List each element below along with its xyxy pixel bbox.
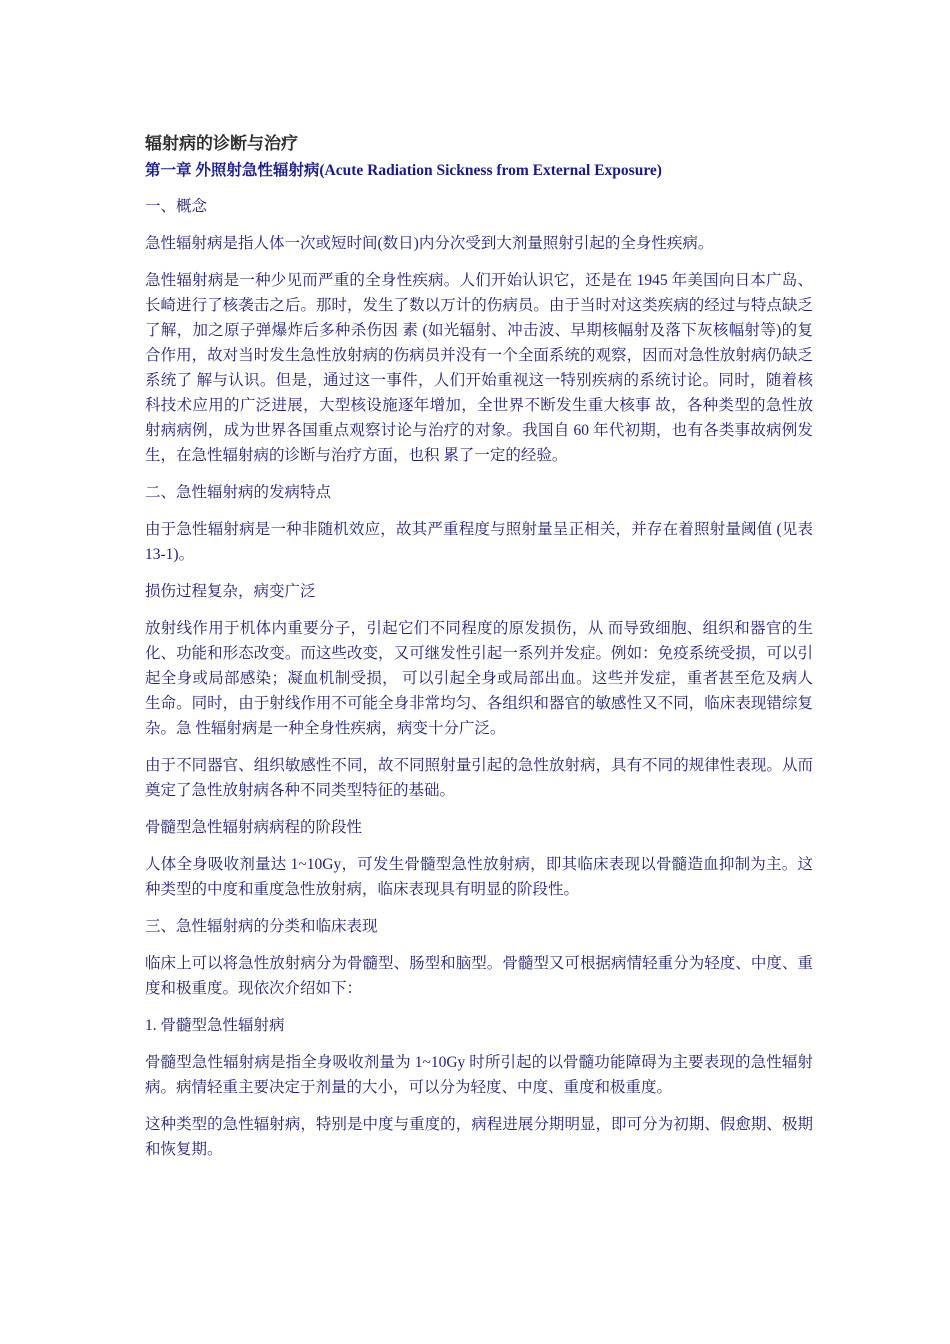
- subheading-damage-process: 损伤过程复杂，病变广泛: [145, 583, 316, 600]
- section-heading-concept: 一、概念: [145, 198, 208, 215]
- paragraph-history: 急性辐射病是一种少见而严重的全身性疾病。人们开始认识它，还是在 1945 年美国向日本广岛、长崎进行了核袭击之后。那时，发生了数以万计的伤病员。由于当时对这类疾病的经过与特点缺乏了解，加之原子弹爆炸后多种杀伤因 素 (如光辐射、冲击波、早期核幅射及落下灰核幅射等)的复合作用，故对当时发生急性放射病的伤病员并没有一个全面系统的观察，因而对急性放射病仍缺乏系统了 解与认识。但是，通过这一事件，人们开始重视这一特别疾病的系统讨论。同时，随着核科技术应用的广泛进展，大型核设施逐年增加，全世界不断发生重大核事 故，各种类型的急性放射病病例，成为世界各国重点观察讨论与治疗的对象。我国自 60 年代初期，也有各类事故病例发生，在急性辐射病的诊断与治疗方面，也积 累了一定的经验。: [145, 272, 813, 464]
- paragraph-damage-process: 放射线作用于机体内重要分子，引起它们不同程度的原发损伤，从 而导致细胞、组织和器官的生化、功能和形态改变。而这些改变，又可继发性引起一系列并发症。例如：免疫系统受损，可以引起全身或局部感染；凝血机制受损， 可以引起全身或局部出血。这些并发症，重者甚至危及病人生命。同时，由于射线作用不可能全身非常均匀、各组织和器官的敏感性又不同，临床表现错综复杂。急 性辐射病是一种全身性疾病，病变十分广泛。: [145, 620, 813, 737]
- paragraph-bone-marrow-dose: 人体全身吸收剂量达 1~10Gy，可发生骨髓型急性放射病，即其临床表现以骨髓造血抑制为主。这种类型的中度和重度急性放射病，临床表现具有明显的阶段性。: [145, 856, 813, 898]
- paragraph-bone-marrow-phases: 这种类型的急性辐射病，特别是中度与重度的，病程进展分期明显，即可分为初期、假愈期、极期和恢复期。: [145, 1116, 813, 1158]
- section-heading-characteristics: 二、急性辐射病的发病特点: [145, 484, 332, 501]
- paragraph-definition: 急性辐射病是指人体一次或短时间(数日)内分次受到大剂量照射引起的全身性疾病。: [145, 235, 714, 252]
- paragraph-classification: 临床上可以将急性放射病分为骨髓型、肠型和脑型。骨髓型又可根据病情轻重分为轻度、中度、重度和极重度。现依次介绍如下：: [145, 955, 813, 997]
- paragraph-threshold: 由于急性辐射病是一种非随机效应，故其严重程度与照射量呈正相关，并存在着照射量阈值 (见表 13-1)。: [145, 521, 813, 563]
- paragraph-bone-marrow-definition: 骨髓型急性辐射病是指全身吸收剂量为 1~10Gy 时所引起的以骨髓功能障碍为主要表现的急性辐射病。病情轻重主要决定于剂量的大小，可以分为轻度、中度、重度和极重度。: [145, 1054, 813, 1096]
- subheading-bone-marrow-type: 1. 骨髓型急性辐射病: [145, 1017, 285, 1034]
- chapter-heading: 第一章 外照射急性辐射病(Acute Radiation Sickness from External Exposure): [145, 162, 662, 179]
- paragraph-organ-sensitivity: 由于不同器官、组织敏感性不同，故不同照射量引起的急性放射病，具有不同的规律性表现。从而奠定了急性放射病各种不同类型特征的基础。: [145, 757, 813, 799]
- section-heading-classification: 三、急性辐射病的分类和临床表现: [145, 918, 378, 935]
- document-title: 辐射病的诊断与治疗: [145, 134, 298, 154]
- subheading-bone-marrow-stages: 骨髓型急性辐射病病程的阶段性: [145, 819, 363, 836]
- document-page: [145, 128, 813, 1174]
